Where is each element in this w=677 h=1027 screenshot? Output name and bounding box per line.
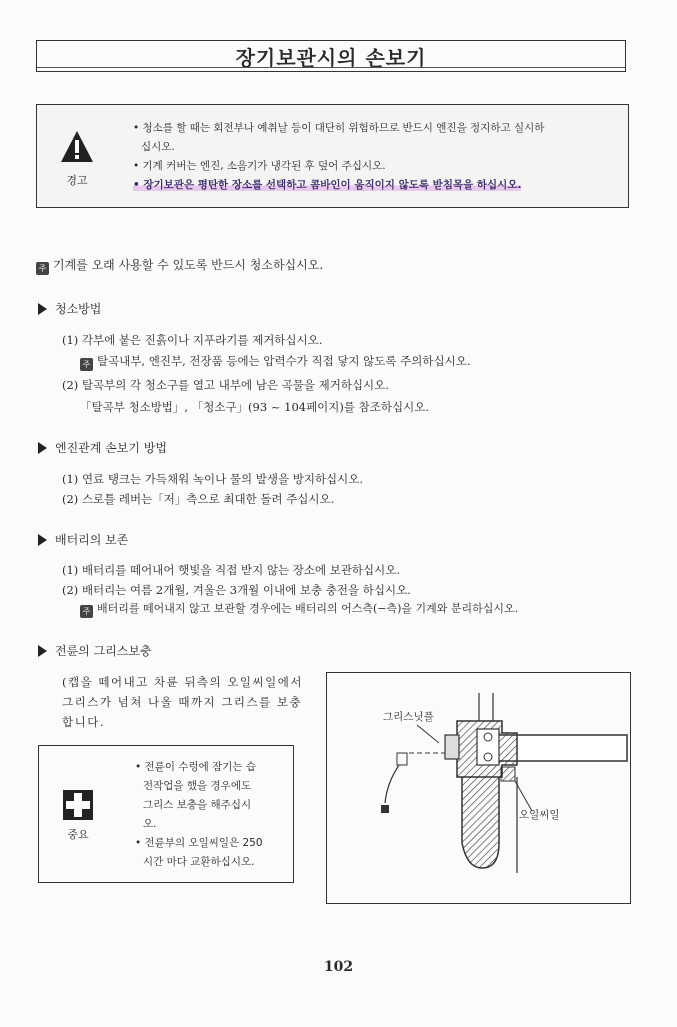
important-line: • 전륜부의 오일씨일은 250 — [135, 837, 263, 849]
intro-line — [36, 256, 323, 275]
cleaning-line-3: 「탈곡부 청소방법」, 「청소구」(93 ~ 104페이지)를 참조하십시오. — [80, 400, 429, 414]
section-heading-grease — [38, 642, 152, 659]
triangle-bullet-icon — [38, 645, 47, 657]
note-icon: 주 — [36, 262, 49, 275]
page-number: 102 — [323, 959, 354, 975]
section-heading-battery — [38, 531, 128, 548]
label-grease-nipple: 그리스닛플 — [383, 711, 434, 723]
grease-line-2: 그리스가 넘쳐 나올 때까지 그리스를 보충 — [62, 695, 303, 709]
cleaning-note-text: 탈곡내부, 엔진부, 전장품 등에는 압력수가 직접 닿지 않도록 주의하십시오. — [97, 354, 471, 368]
important-box — [38, 745, 294, 883]
triangle-bullet-icon — [38, 303, 47, 315]
battery-note — [80, 600, 518, 618]
important-text — [135, 758, 275, 872]
warning-item: 십시오. — [141, 141, 175, 153]
grease-line-1: (캡을 떼어내고 차륜 뒤측의 오일씨일에서 — [62, 675, 303, 689]
battery-line-2: (2) 배터리는 여름 2개월, 겨울은 3개월 이내에 보충 충전을 하십시오. — [62, 583, 411, 597]
important-label: 중요 — [67, 828, 89, 841]
engine-line-1: (1) 연료 탱크는 가득채워 녹이나 물의 발생을 방지하십시오. — [62, 472, 364, 486]
figure-box — [326, 672, 631, 904]
engine-line-2: (2) 스로틀 레버는「저」측으로 최대한 돌려 주십시오. — [62, 492, 335, 506]
important-line: 그리스 보충을 해주십시 — [143, 799, 252, 811]
note-icon: 주 — [80, 358, 93, 371]
triangle-bullet-icon — [38, 534, 47, 546]
cross-square-icon — [63, 790, 93, 820]
warning-item-highlight-row — [133, 176, 613, 195]
warning-item: • 청소를 할 때는 회전부나 예취날 등이 대단히 위험하므로 반드시 엔진을 정지하고 실시하 — [133, 122, 545, 134]
warning-list — [133, 119, 613, 195]
section-heading-engine — [38, 439, 167, 456]
battery-line-1: (1) 배터리를 떼어내어 햇빛을 직접 받지 않는 장소에 보관하십시오. — [62, 563, 401, 577]
note-icon: 주 — [80, 605, 93, 618]
battery-note-text: 배터리를 떼어내지 않고 보관할 경우에는 배터리의 어스측(−측)을 기계와 분리하십시오. — [97, 602, 519, 615]
warning-item: • 기계 커버는 엔진, 소음기가 냉각된 후 덮어 주십시오. — [133, 160, 386, 172]
important-line: • 전륜이 수렁에 잠기는 습 — [135, 761, 256, 773]
page-title-box — [36, 40, 626, 72]
section-heading-text: 배터리의 보존 — [55, 533, 129, 547]
warning-highlight: • 장기보관은 평탄한 장소를 선택하고 콤바인이 움직이지 않도록 받침목을 하십시오. — [133, 179, 522, 191]
grease-line-3: 합니다. — [62, 715, 105, 729]
front-wheel-diagram — [327, 673, 629, 902]
page-title: 장기보관시의 손보기 — [235, 45, 427, 70]
triangle-bullet-icon — [38, 442, 47, 454]
section-heading-text: 청소방법 — [55, 302, 102, 316]
cleaning-line-1: (1) 각부에 붙은 진흙이나 지푸라기를 제거하십시오. — [62, 333, 323, 347]
cleaning-line-2: (2) 탈곡부의 각 청소구를 열고 내부에 남은 곡물을 제거하십시오. — [62, 378, 389, 392]
section-heading-cleaning — [38, 300, 101, 317]
warning-triangle-icon — [59, 129, 95, 169]
intro-text: 기계를 오래 사용할 수 있도록 반드시 청소하십시오. — [53, 258, 324, 272]
important-line: 전작업을 했을 경우에도 — [143, 780, 252, 792]
warning-label: 경고 — [66, 174, 88, 187]
section-heading-text: 전륜의 그리스보충 — [55, 644, 152, 658]
label-oil-seal: 오일씨일 — [519, 809, 560, 821]
section-heading-text: 엔진관계 손보기 방법 — [55, 441, 167, 455]
title-underline — [37, 67, 625, 68]
important-line: 오. — [143, 818, 157, 830]
important-line: 시간 마다 교환하십시오. — [143, 856, 255, 868]
cleaning-note — [80, 352, 470, 371]
warning-box — [36, 104, 629, 208]
